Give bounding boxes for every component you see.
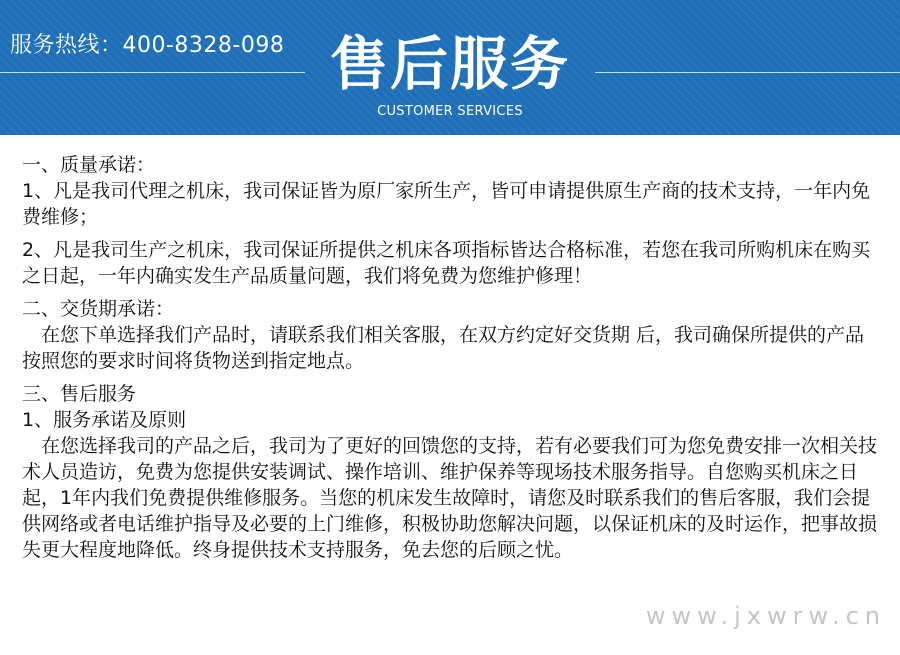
- after-sales-paragraph: 在您选择我司的产品之后，我司为了更好的回馈您的支持，若有必要我们可为您免费安排一次相关技术人员造访，免费为您提供安装调试、操作培训、维护保养等现场技术服务指导。自您购买机床之日起，1年内我们免费提供维修服务。当您的机床发生故障时，请您及时联系我们的售后客服，我们会提供网络或者电话维护指导及必要的上门维修，积极协助您解决问题，以保证机床的及时运作，把事故损失更大程度地降低。终身提供技术支持服务，免去您的后顾之忧。: [22, 435, 878, 561]
- section-heading-delivery: 二、交货期承诺：: [22, 298, 175, 320]
- section-heading-quality: 一、质量承诺：: [22, 154, 156, 176]
- service-hotline: 服务热线：400-8328-098: [10, 33, 285, 58]
- quality-item-2: 2、凡是我司生产之机床，我司保证所提供之机床各项指标皆达合格标准，若您在我司所购机床在购买之日起，一年内确实发生产品质量问题，我们将免费为您维护修理！: [22, 239, 871, 287]
- header-banner: [0, 0, 900, 135]
- divider-right: [595, 72, 900, 73]
- divider-left: [0, 72, 305, 73]
- page-subtitle: CUSTOMER SERVICES: [377, 104, 523, 119]
- quality-item-1: 1、凡是我司代理之机床，我司保证皆为原厂家所生产，皆可申请提供原生产商的技术支持，一年内免费维修；: [22, 180, 871, 228]
- after-sales-subheading: 1、服务承诺及原则: [22, 409, 187, 431]
- page-title: 售后服务: [329, 30, 570, 98]
- site-watermark: www.jxwrw.cn: [645, 602, 886, 630]
- section-heading-after-sales: 三、售后服务: [22, 383, 137, 405]
- service-content: [22, 152, 882, 563]
- delivery-paragraph: 在您下单选择我们产品时，请联系我们相关客服，在双方约定好交货期 后，我司确保所提供的产品按照您的要求时间将货物送到指定地点。: [22, 324, 865, 372]
